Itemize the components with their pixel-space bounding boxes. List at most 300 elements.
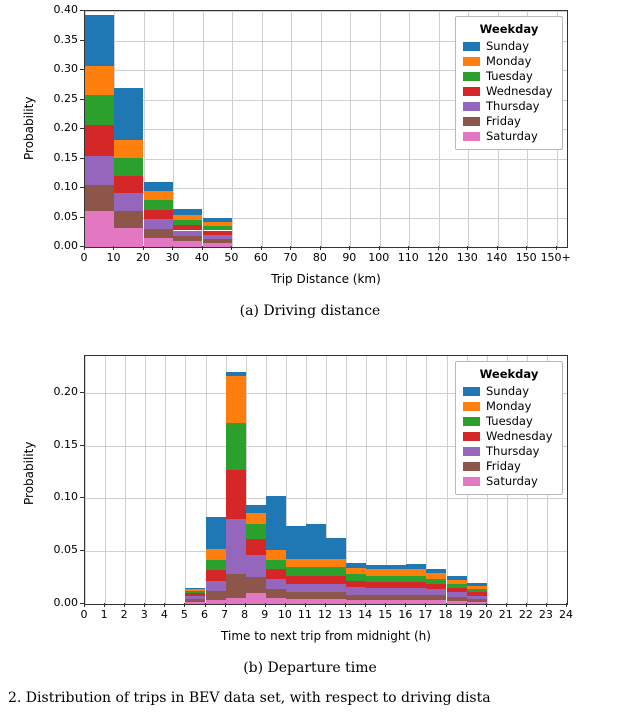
y-tick-mark — [80, 187, 84, 188]
stacked-bar — [203, 218, 232, 248]
bar-segment — [85, 15, 114, 67]
bar-segment — [326, 592, 346, 598]
bar-segment — [185, 591, 205, 593]
x-tick-label: 90 — [342, 251, 357, 264]
y-tick-mark — [80, 40, 84, 41]
bar-segment — [246, 577, 266, 594]
x-tick-mark — [124, 603, 125, 607]
chart-a-x-axis-label: Trip Distance (km) — [271, 272, 381, 286]
x-tick-mark — [506, 603, 507, 607]
bar-segment — [185, 593, 205, 595]
bar-segment — [306, 559, 326, 567]
x-tick-label: 100 — [368, 251, 390, 264]
bar-segment — [144, 219, 173, 228]
legend-item-monday[interactable] — [463, 54, 555, 69]
bar-segment — [266, 560, 286, 569]
x-tick-label: 10 — [106, 251, 121, 264]
bar-segment — [386, 582, 406, 588]
bar-segment — [206, 591, 226, 599]
stacked-bar — [114, 88, 143, 247]
legend-item-label: Thursday — [486, 444, 540, 458]
stacked-bar — [426, 569, 446, 604]
legend-item-label: Friday — [486, 459, 521, 473]
legend-title: Weekday — [479, 367, 539, 381]
x-tick-mark — [225, 603, 226, 607]
bar-segment — [144, 210, 173, 219]
bar-segment — [266, 569, 286, 578]
y-tick-label: 0.30 — [53, 62, 78, 75]
x-tick-mark — [425, 603, 426, 607]
x-tick-mark — [446, 603, 447, 607]
bar-segment — [467, 592, 487, 595]
x-tick-label: 70 — [283, 251, 298, 264]
legend-item-tuesday[interactable] — [463, 69, 555, 84]
x-tick-mark — [231, 246, 232, 250]
x-tick-mark — [113, 246, 114, 250]
legend-swatch-icon — [463, 432, 480, 441]
bar-segment — [286, 526, 306, 559]
chart-a-caption: (a) Driving distance — [239, 303, 381, 319]
bar-segment — [226, 423, 246, 470]
legend-item-label: Monday — [486, 54, 532, 68]
x-tick-mark — [143, 246, 144, 250]
legend-item-label: Wednesday — [486, 429, 553, 443]
bar-segment — [306, 599, 326, 604]
bar-segment — [85, 125, 114, 156]
bar-segment — [467, 602, 487, 604]
bar-segment — [185, 602, 205, 604]
bar-segment — [406, 564, 426, 569]
y-tick-label: 0.10 — [53, 180, 78, 193]
x-tick-label: 120 — [427, 251, 449, 264]
bar-segment — [173, 209, 202, 215]
stacked-bar — [386, 565, 406, 604]
bar-segment — [346, 568, 366, 574]
x-tick-label: 23 — [538, 608, 553, 621]
figure-bottom-caption: 2. Distribution of trips in BEV data set, with respect to driving dista — [8, 690, 491, 706]
bar-segment — [426, 569, 446, 573]
x-tick-label: 11 — [297, 608, 312, 621]
x-tick-mark — [486, 603, 487, 607]
bar-segment — [203, 218, 232, 223]
legend-swatch-icon — [463, 57, 480, 66]
bar-segment — [185, 589, 205, 591]
bar-segment — [467, 583, 487, 586]
bar-segment — [226, 376, 246, 422]
x-tick-mark — [164, 603, 165, 607]
x-tick-label: 140 — [486, 251, 508, 264]
bar-segment — [144, 238, 173, 247]
legend-item-label: Sunday — [486, 39, 530, 53]
bar-segment — [467, 589, 487, 592]
bar-segment — [346, 595, 366, 600]
bar-segment — [447, 592, 467, 596]
stacked-bar — [366, 565, 386, 604]
bar-segment — [144, 182, 173, 191]
x-tick-label: 50 — [224, 251, 239, 264]
bar-segment — [173, 215, 202, 220]
bar-segment — [406, 595, 426, 600]
legend-swatch-icon — [463, 102, 480, 111]
x-tick-label: 16 — [398, 608, 413, 621]
x-tick-label: 19 — [458, 608, 473, 621]
legend-item-label: Wednesday — [486, 84, 553, 98]
x-tick-mark — [320, 246, 321, 250]
bar-segment — [326, 567, 346, 575]
bar-segment — [206, 517, 226, 549]
x-tick-mark — [245, 603, 246, 607]
bar-segment — [185, 599, 205, 602]
x-tick-mark — [466, 603, 467, 607]
bar-segment — [286, 576, 306, 584]
stacked-bar — [286, 526, 306, 604]
x-tick-mark — [285, 603, 286, 607]
legend-item-thursday[interactable] — [463, 444, 555, 459]
bar-segment — [366, 576, 386, 582]
x-tick-mark — [265, 603, 266, 607]
bar-segment — [173, 220, 202, 225]
bar-segment — [266, 496, 286, 550]
y-tick-label: 0.35 — [53, 32, 78, 46]
bar-segment — [406, 600, 426, 604]
x-tick-mark — [379, 246, 380, 250]
bar-segment — [203, 231, 232, 235]
legend-swatch-icon — [463, 402, 480, 411]
x-tick-mark — [202, 246, 203, 250]
bar-segment — [226, 598, 246, 604]
bar-segment — [246, 505, 266, 513]
bar-segment — [366, 600, 386, 604]
x-tick-label: 24 — [559, 608, 573, 621]
bar-segment — [366, 588, 386, 594]
bar-segment — [246, 539, 266, 556]
x-tick-mark — [546, 603, 547, 607]
bar-segment — [386, 569, 406, 575]
bar-segment — [173, 236, 202, 241]
y-tick-label: 0.00 — [53, 596, 78, 609]
bar-segment — [447, 597, 467, 601]
stacked-bar — [85, 15, 114, 247]
bar-segment — [366, 582, 386, 588]
bar-segment — [426, 573, 446, 578]
bar-segment — [206, 581, 226, 592]
bar-segment — [114, 158, 143, 176]
y-tick-label: 0.20 — [53, 121, 78, 134]
y-tick-label: 0.05 — [53, 543, 78, 557]
x-tick-label: 80 — [312, 251, 327, 264]
bar-segment — [246, 555, 266, 576]
bar-segment — [386, 576, 406, 582]
stacked-bar — [346, 563, 366, 604]
bar-segment — [386, 595, 406, 600]
y-tick-label: 0.20 — [53, 384, 78, 398]
legend-item-wednesday[interactable] — [463, 429, 555, 444]
stacked-bar — [447, 576, 467, 604]
legend-item-label: Friday — [486, 114, 521, 128]
bar-segment — [447, 601, 467, 604]
legend-item-label: Tuesday — [486, 69, 533, 83]
bar-segment — [467, 599, 487, 602]
legend-swatch-icon — [463, 477, 480, 486]
bar-segment — [203, 222, 232, 226]
bar-segment — [203, 243, 232, 247]
legend-swatch-icon — [463, 72, 480, 81]
bar-segment — [426, 589, 446, 594]
x-tick-mark — [497, 246, 498, 250]
x-tick-label: 4 — [160, 608, 168, 621]
x-tick-mark — [566, 603, 567, 607]
x-tick-label: 40 — [194, 251, 209, 264]
bar-segment — [246, 513, 266, 524]
x-tick-label: 18 — [438, 608, 453, 621]
bar-segment — [447, 588, 467, 592]
bar-segment — [306, 567, 326, 575]
bar-segment — [286, 584, 306, 592]
legend-item-label: Sunday — [486, 384, 530, 398]
bar-segment — [326, 576, 346, 584]
stacked-bar — [173, 209, 202, 247]
legend-item-thursday[interactable] — [463, 99, 555, 114]
x-tick-label: 1 — [100, 608, 108, 621]
bar-segment — [306, 592, 326, 598]
bar-segment — [266, 550, 286, 559]
legend-item-label: Saturday — [486, 474, 538, 488]
bar-segment — [226, 519, 246, 575]
bar-segment — [185, 588, 205, 589]
y-tick-label: 0.40 — [53, 3, 78, 16]
bar-segment — [185, 596, 205, 599]
bar-segment — [173, 241, 202, 247]
bar-segment — [85, 156, 114, 185]
y-tick-mark — [80, 69, 84, 70]
x-tick-mark — [365, 603, 366, 607]
y-tick-label: 0.05 — [53, 209, 78, 223]
bar-segment — [366, 595, 386, 600]
legend-swatch-icon — [463, 117, 480, 126]
bar-segment — [206, 560, 226, 571]
stacked-bar — [206, 517, 226, 604]
bar-segment — [306, 524, 326, 559]
bar-segment — [246, 524, 266, 539]
bar-segment — [326, 538, 346, 559]
x-tick-mark — [84, 246, 85, 250]
bar-segment — [426, 600, 446, 604]
x-tick-mark — [408, 246, 409, 250]
stacked-bar — [246, 505, 266, 604]
chart-a-y-axis-label: Probability — [22, 96, 36, 160]
bar-segment — [286, 567, 306, 575]
bar-segment — [406, 588, 426, 594]
x-tick-label: 22 — [518, 608, 533, 621]
x-tick-mark — [526, 246, 527, 250]
bar-segment — [286, 599, 306, 604]
x-tick-label: 13 — [338, 608, 353, 621]
x-tick-mark — [184, 603, 185, 607]
x-tick-label: 3 — [140, 608, 148, 621]
bar-segment — [266, 589, 286, 597]
x-tick-mark — [526, 603, 527, 607]
stacked-bar — [266, 496, 286, 604]
legend-item-wednesday[interactable] — [463, 84, 555, 99]
y-tick-mark — [80, 445, 84, 446]
legend-item-monday[interactable] — [463, 399, 555, 414]
bar-segment — [85, 185, 114, 211]
bar-segment — [266, 598, 286, 604]
y-tick-mark — [80, 99, 84, 100]
stacked-bar — [306, 526, 326, 604]
stacked-bar — [144, 182, 173, 247]
bar-segment — [246, 593, 266, 604]
stacked-bar — [185, 588, 205, 604]
legend-swatch-icon — [463, 447, 480, 456]
bar-segment — [346, 563, 366, 568]
chart-b-y-axis-label: Probability — [22, 441, 36, 505]
x-tick-mark — [104, 603, 105, 607]
x-tick-label: 0 — [80, 251, 88, 264]
x-tick-mark — [349, 246, 350, 250]
chart-departure-time — [0, 345, 620, 685]
x-tick-label: 20 — [478, 608, 493, 621]
x-tick-mark — [172, 246, 173, 250]
bar-segment — [173, 225, 202, 230]
y-tick-mark — [80, 392, 84, 393]
x-tick-label: 150 — [515, 251, 537, 264]
y-tick-label: 0.00 — [53, 239, 78, 252]
legend-swatch-icon — [463, 387, 480, 396]
legend-swatch-icon — [463, 417, 480, 426]
bar-segment — [85, 211, 114, 247]
bar-segment — [203, 235, 232, 239]
bar-segment — [447, 576, 467, 580]
x-tick-mark — [84, 603, 85, 607]
bar-segment — [346, 587, 366, 594]
bar-segment — [206, 600, 226, 604]
x-tick-label: 130 — [456, 251, 478, 264]
x-tick-mark — [144, 603, 145, 607]
bar-segment — [85, 95, 114, 126]
bar-segment — [346, 600, 366, 604]
x-tick-mark — [556, 246, 557, 250]
y-tick-mark — [80, 550, 84, 551]
stacked-bar — [467, 583, 487, 604]
gridline-vertical — [567, 356, 568, 604]
legend-swatch-icon — [463, 132, 480, 141]
x-tick-label: 21 — [498, 608, 513, 621]
x-tick-label: 15 — [378, 608, 393, 621]
legend-swatch-icon — [463, 462, 480, 471]
bar-segment — [386, 588, 406, 594]
bar-segment — [326, 599, 346, 604]
legend-item-label: Saturday — [486, 129, 538, 143]
legend-item-saturday[interactable] — [463, 129, 555, 144]
bar-segment — [447, 580, 467, 584]
y-tick-label: 0.15 — [53, 437, 78, 451]
bar-segment — [467, 586, 487, 589]
x-tick-mark — [405, 603, 406, 607]
legend-item-saturday[interactable] — [463, 474, 555, 489]
bar-segment — [114, 88, 143, 141]
y-tick-mark — [80, 217, 84, 218]
x-tick-mark — [205, 603, 206, 607]
stacked-bar — [326, 538, 346, 604]
legend-item-label: Thursday — [486, 99, 540, 113]
bar-segment — [447, 584, 467, 588]
legend-swatch-icon — [463, 42, 480, 51]
bar-segment — [203, 239, 232, 243]
x-tick-label: 17 — [418, 608, 433, 621]
bar-segment — [206, 570, 226, 581]
bar-segment — [266, 579, 286, 590]
x-tick-mark — [467, 246, 468, 250]
bar-segment — [226, 470, 246, 519]
gridline-horizontal — [85, 247, 567, 248]
bar-segment — [326, 584, 346, 592]
x-tick-label: 150+ — [540, 251, 571, 264]
bar-segment — [306, 584, 326, 592]
bar-segment — [144, 191, 173, 200]
x-tick-label: 10 — [277, 608, 292, 621]
bar-segment — [346, 574, 366, 580]
bar-segment — [85, 66, 114, 94]
x-tick-label: 2 — [120, 608, 128, 621]
legend-item-friday[interactable] — [463, 114, 555, 129]
bar-segment — [386, 600, 406, 604]
stacked-bar — [226, 372, 246, 604]
legend-item-sunday[interactable] — [463, 39, 555, 54]
x-tick-label: 60 — [253, 251, 268, 264]
bar-segment — [226, 574, 246, 597]
chart-b-legend — [455, 361, 563, 495]
bar-segment — [114, 193, 143, 211]
bar-segment — [426, 584, 446, 589]
bar-segment — [426, 579, 446, 584]
bar-segment — [386, 565, 406, 569]
x-tick-mark — [305, 603, 306, 607]
x-tick-label: 12 — [318, 608, 332, 621]
bar-segment — [114, 176, 143, 194]
x-tick-mark — [438, 246, 439, 250]
bar-segment — [114, 228, 143, 247]
legend-item-label: Tuesday — [486, 414, 533, 428]
bar-segment — [426, 595, 446, 600]
bar-segment — [173, 231, 202, 236]
bar-segment — [306, 576, 326, 584]
y-tick-mark — [80, 10, 84, 11]
y-tick-mark — [80, 158, 84, 159]
x-tick-mark — [325, 603, 326, 607]
x-tick-label: 6 — [201, 608, 208, 621]
bar-segment — [406, 569, 426, 575]
legend-item-tuesday[interactable] — [463, 414, 555, 429]
bar-segment — [467, 596, 487, 599]
x-tick-label: 20 — [135, 251, 150, 264]
x-tick-label: 8 — [241, 608, 249, 621]
legend-item-friday[interactable] — [463, 459, 555, 474]
x-tick-label: 14 — [358, 608, 373, 621]
legend-title: Weekday — [479, 22, 539, 36]
x-tick-label: 30 — [165, 251, 180, 264]
x-tick-mark — [290, 246, 291, 250]
bar-segment — [406, 582, 426, 588]
bar-segment — [144, 200, 173, 209]
bar-segment — [226, 372, 246, 376]
x-tick-label: 110 — [397, 251, 419, 264]
legend-item-sunday[interactable] — [463, 384, 555, 399]
x-tick-label: 5 — [180, 608, 188, 621]
chart-a-legend — [455, 16, 563, 150]
x-tick-mark — [261, 246, 262, 250]
gridline-horizontal — [85, 604, 567, 605]
